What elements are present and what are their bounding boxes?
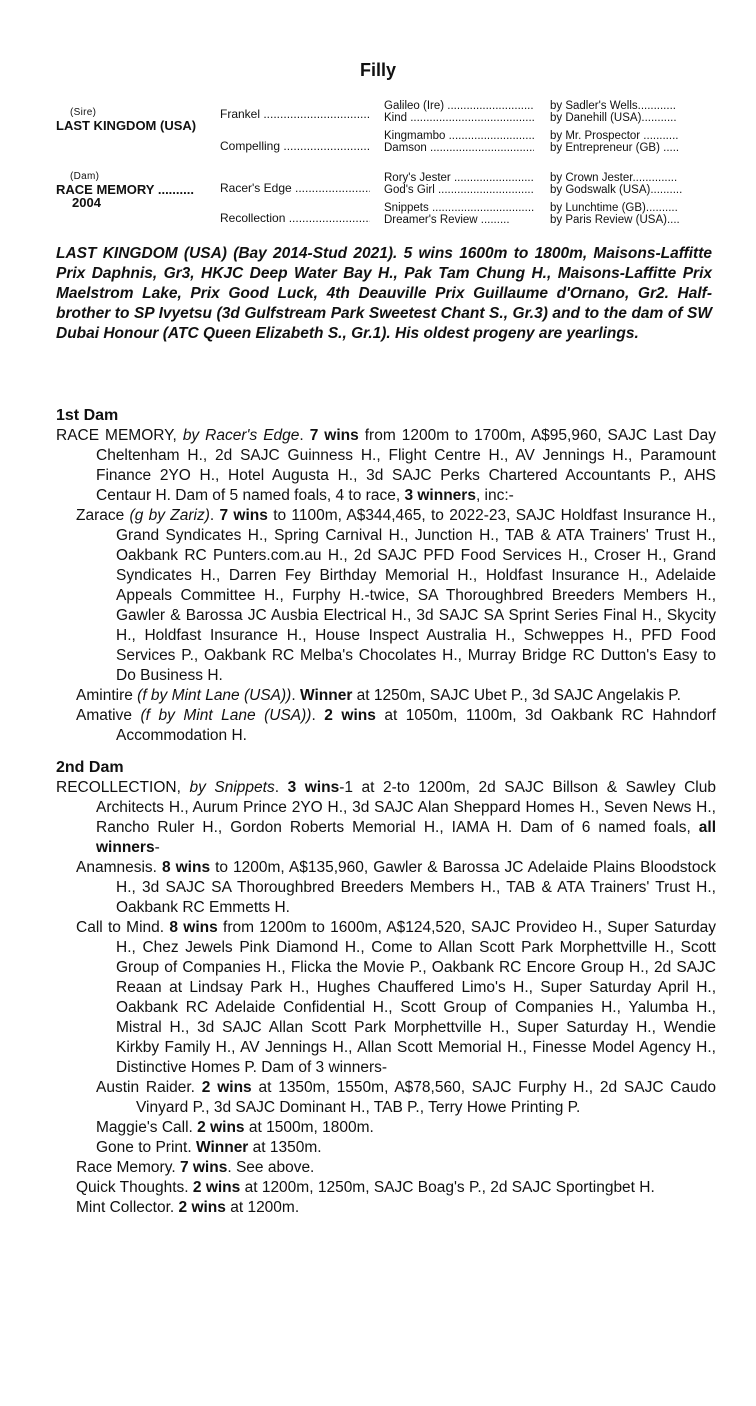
sex-sire: (f by Mint Lane (USA)) [137,687,292,704]
gen3-row [384,142,534,154]
family-section [56,400,716,1218]
gen3-row [384,184,534,196]
race-record: at 1050m, 1100m, 3d Oakbank RC Hahndorf Accommodation H. [116,707,716,744]
gen4-row: by Sadler's Wells............ [550,100,676,112]
first-dam-heading: 1st Dam [56,407,119,424]
second-dam-heading: 2nd Dam [56,759,124,776]
dam-dam-name: Recollection [220,212,286,225]
grandprogeny-entry [56,1078,716,1118]
leader-dots [451,172,534,184]
gen3-row [384,112,534,124]
horse-name: Race Memory. [76,1159,180,1176]
progeny-entry [56,1198,716,1218]
race-record: at 1500m, 1800m. [244,1119,374,1136]
wins: 2 wins [201,1079,252,1096]
horse-name: Gone to Print. [96,1139,196,1156]
horse-name: RACE MEMORY, [56,427,183,444]
leader-dots [435,184,534,196]
race-record: at 1250m, SAJC Ubet P., 3d SAJC Angelakis P. [352,687,681,704]
sire-cell [56,106,196,132]
race-record: to 1200m, A$135,960, Gawler & Barossa JC Adelaide Plains Bloodstock H., 3d SAJC SA Thoroughbred Breeders Members H., TAB & ATA Trainers' Trust H., Oakbank RC Emmetts H. [116,859,716,916]
horse-name: Amative [76,707,141,724]
wins: 2 wins [324,707,376,724]
leader-dots [444,100,534,112]
gen4-row: by Paris Review (USA).... [550,214,680,226]
sex-sire: (f by Mint Lane (USA)) [140,707,312,724]
race-record: to 1100m, A$344,465, to 2022-23, SAJC Holdfast Insurance H., Grand Syndicates H., Spring Carnival H., Junction H., TAB & ATA Trainers' Trust H., Oakbank RC Punters.com.au H., 2d SAJC PFD Food Services H., Croser H., Grand Syndicates H., Darren Fey Birthday Memorial H., Holdfast Insurance H., Adelaide Appeals Committee H., Furphy H.-twice, SA Thoroughbred Breeders Members H., Gawler & Barossa JC Ausbia Electrical H., 3d SAJC SA Sprint Series Final H., Skycity H., Holdfast Insurance H., House Inspect Australia H., Schweppes H., PFD Food Services P., Oakbank RC Melba's Chocolates H., Murray Bridge RC Dutton's Easy to Do Business H. [116,507,716,684]
spacer [56,746,716,752]
dam-dam [220,212,370,225]
race-record: , inc:- [475,487,514,504]
leader-dots [407,112,534,124]
race-record: at 1350m. [248,1139,322,1156]
horse-name: Austin Raider. [96,1079,202,1096]
wins: 7 wins [309,427,359,444]
race-record: at 1200m. [225,1199,300,1216]
sire-line: by Racer's Edge [182,427,300,444]
progeny-entry [56,918,716,1078]
gen3-row [384,172,534,184]
gen3-name: Kingmambo [384,130,446,142]
wins: 8 wins [162,859,211,876]
wins: Winner [195,1139,249,1156]
wins: 3 wins [287,779,340,796]
gen3-name: Dreamer's Review ......... [384,214,510,226]
race-record: -1 at 2-to 1200m, 2d SAJC Billson & Sawley Club Architects H., Aurum Prince 2YO H., 3d SAJC Alan Sheppard Homes H., Seven News H., Rancho Ruler H., Gordon Roberts Memorial H., IAMA H. Dam of 6 named foals, [96,779,716,836]
race-record: . See above. [227,1159,315,1176]
gen3-name: Kind [384,112,408,124]
horse-name: Zarace [76,507,130,524]
progeny-entry: Zarace (g by Zariz). 7 wins to 1100m, A$344,465, to 2022-23, SAJC Holdfast Insurance H., Grand Syndicates H., Spring Carnival H., Junction H., TAB & ATA Trainers' Trust H., Oakbank RC Punters.com.au H., 2d SAJC PFD Food Services H., Croser H., Grand Syndicates H., Darren Fey Birthday Memorial H., Holdfast Insurance H., Adelaide Appeals Committee H., Furphy H.-twice, SA Thoroughbred Breeders Members H., Gawler & Barossa JC Ausbia Electrical H., 3d SAJC SA Sprint Series Final H., Skycity H., Holdfast Insurance H., House Inspect Australia H., Schweppes H., PFD Food Services P., Oakbank RC Melba's Chocolates H., Murray Bridge RC Dutton's Easy to Do Business H. [76,507,716,684]
race-record: from 1200m to 1700m, A$95,960, SAJC Last Day Cheltenham H., 2d SAJC Guinness H., Flight Centre H., AV Jennings H., Paramount Finance 2YO H., Hotel Augusta H., 3d SAJC Perks Chartered Accountants P., AHS Centaur H. Dam of 5 named foals, 4 to race, [96,427,716,504]
progeny-entry [56,858,716,918]
gen3-name: Damson [384,142,427,154]
wins: 7 wins [179,1159,228,1176]
wins: 2 wins [192,1179,241,1196]
gen4-row: by Crown Jester.............. [550,172,678,184]
sire-summary: LAST KINGDOM (USA) (Bay 2014-Stud 2021). 5 wins 1600m to 1800m, Maisons-Laffitte Prix Daphnis, Gr3, HKJC Deep Water Bay H., Pak Tam Chung H., Maisons-Laffitte Prix Maelstrom Lake, Prix Good Luck, 4th Deauville Prix Guillaume d'Ornano, Gr2. Half-brother to SP Ivyetsu (3d Gulfstream Park Sweetest Chant S., Gr.3) and to the dam of SW Dubai Honour (ATC Queen Elizabeth S., Gr.1). His oldest progeny are yearlings. [56,245,712,342]
dam-sire [220,182,370,195]
wins: 2 wins [178,1199,226,1216]
horse-name: Amintire [76,687,138,704]
sex-sire: (g by Zariz) [129,507,210,524]
leader-dots [445,130,534,142]
gen4-row: by Lunchtime (GB).......... [550,202,678,214]
page-title: Filly [359,60,396,80]
horse-name: Anamnesis. [76,859,162,876]
dam-year: 2004 [72,195,101,210]
winners-count: 3 winners [404,487,476,504]
gen4-row: by Entrepreneur (GB) ..... [550,142,680,154]
sire-dam-name: Compelling [220,140,281,153]
first-dam-entry: RACE MEMORY, by Racer's Edge. 7 wins from 1200m to 1700m, A$95,960, SAJC Last Day Cheltenham H., 2d SAJC Guinness H., Flight Centre H., AV Jennings H., Paramount Finance 2YO H., Hotel Augusta H., 3d SAJC Perks Chartered Accountants P., AHS Centaur H. Dam of 5 named foals, 4 to race, 3 winners, inc:- [56,427,716,504]
leader-dots [292,182,370,195]
wins: Winner [299,687,353,704]
race-record: - [154,839,160,856]
gen4-row: by Mr. Prospector ........... [550,130,679,142]
sire-dam [220,140,370,153]
leader-dots [260,108,370,121]
gen3-name: God's Girl [384,184,435,196]
pedigree-table [56,96,716,236]
gen4-row: by Godswalk (USA).......... [550,184,683,196]
sire-sire-name: Frankel [220,108,261,121]
wins: 8 wins [169,919,218,936]
horse-name: Call to Mind. [76,919,170,936]
leader-dots [429,202,534,214]
sire-label: (Sire) [70,107,97,118]
progeny-entry [56,1178,716,1198]
leader-dots [285,212,370,225]
gen3-name: Rory's Jester [384,172,451,184]
winners-count: all winners [96,819,716,856]
wins: 7 wins [219,507,268,524]
gen4-row: by Danehill (USA)........... [550,112,677,124]
gen3-row [384,100,534,112]
gen3-name: Snippets [384,202,429,214]
second-dam-entry: RECOLLECTION, by Snippets. 3 wins-1 at 2-to 1200m, 2d SAJC Billson & Sawley Club Architects H., Aurum Prince 2YO H., 3d SAJC Alan Sheppard Homes H., Seven News H., Rancho Ruler H., Gordon Roberts Memorial H., IAMA H. Dam of 6 named foals, all winners- [56,779,716,856]
race-record: at 1200m, 1250m, SAJC Boag's P., 2d SAJC Sportingbet H. [240,1179,655,1196]
race-record: from 1200m to 1600m, A$124,520, SAJC Provideo H., Super Saturday H., Chez Jewels Pink Diamond H., Come to Allan Scott Park Morphettville H., Scott Group of Companies H., Flicka the Movie P., Oakbank RC Encore Group H., 2d SAJC Reaan at Lindsay Park H., Hughes Chauffered Limo's H., Super Saturday April H., Oakbank RC Adelaide Confidential H., Scott Group of Companies H., Yalumba H., Mistral H., 3d SAJC Allan Scott Park Morphettville H., Super Saturday H., Wendie Kirkby Family H., AV Jennings H., Allan Scott Memorial H., Finesse Model Agency H., Distinctive Homes P. Dam of 3 winners- [116,919,716,1076]
horse-name: Mint Collector. [76,1199,179,1216]
grandprogeny-entry [56,1138,716,1158]
gen3-row [384,202,534,214]
leader-dots [427,142,534,154]
progeny-entry: Amative (f by Mint Lane (USA)). 2 wins at 1050m, 1100m, 3d Oakbank RC Hahndorf Accommodation H. [76,707,716,744]
race-record: at 1350m, 1550m, A$78,560, SAJC Furphy H., 2d SAJC Caudo Vinyard P., 3d SAJC Dominant H., TAB P., Terry Howe Printing P. [136,1079,716,1116]
dam-cell [56,170,194,209]
gen3-row [384,130,534,142]
leader-dots [280,140,370,153]
sire-line: by Snippets [189,779,275,796]
horse-name: Maggie's Call. [96,1119,198,1136]
dam-label: (Dam) [70,171,100,182]
sire-sire [220,108,370,121]
grandprogeny-entry [56,1118,716,1138]
horse-name: RECOLLECTION, [56,779,190,796]
gen3-row [384,214,534,226]
dam-name: RACE MEMORY .......... [56,182,194,197]
dam-sire-name: Racer's Edge [220,182,292,195]
progeny-entry: Amintire (f by Mint Lane (USA)). Winner at 1250m, SAJC Ubet P., 3d SAJC Angelakis P. [76,687,681,704]
wins: 2 wins [197,1119,245,1136]
gen3-name: Galileo (Ire) [384,100,445,112]
progeny-entry [56,1158,716,1178]
horse-name: Quick Thoughts. [76,1179,193,1196]
sire-name: LAST KINGDOM (USA) [56,118,197,133]
